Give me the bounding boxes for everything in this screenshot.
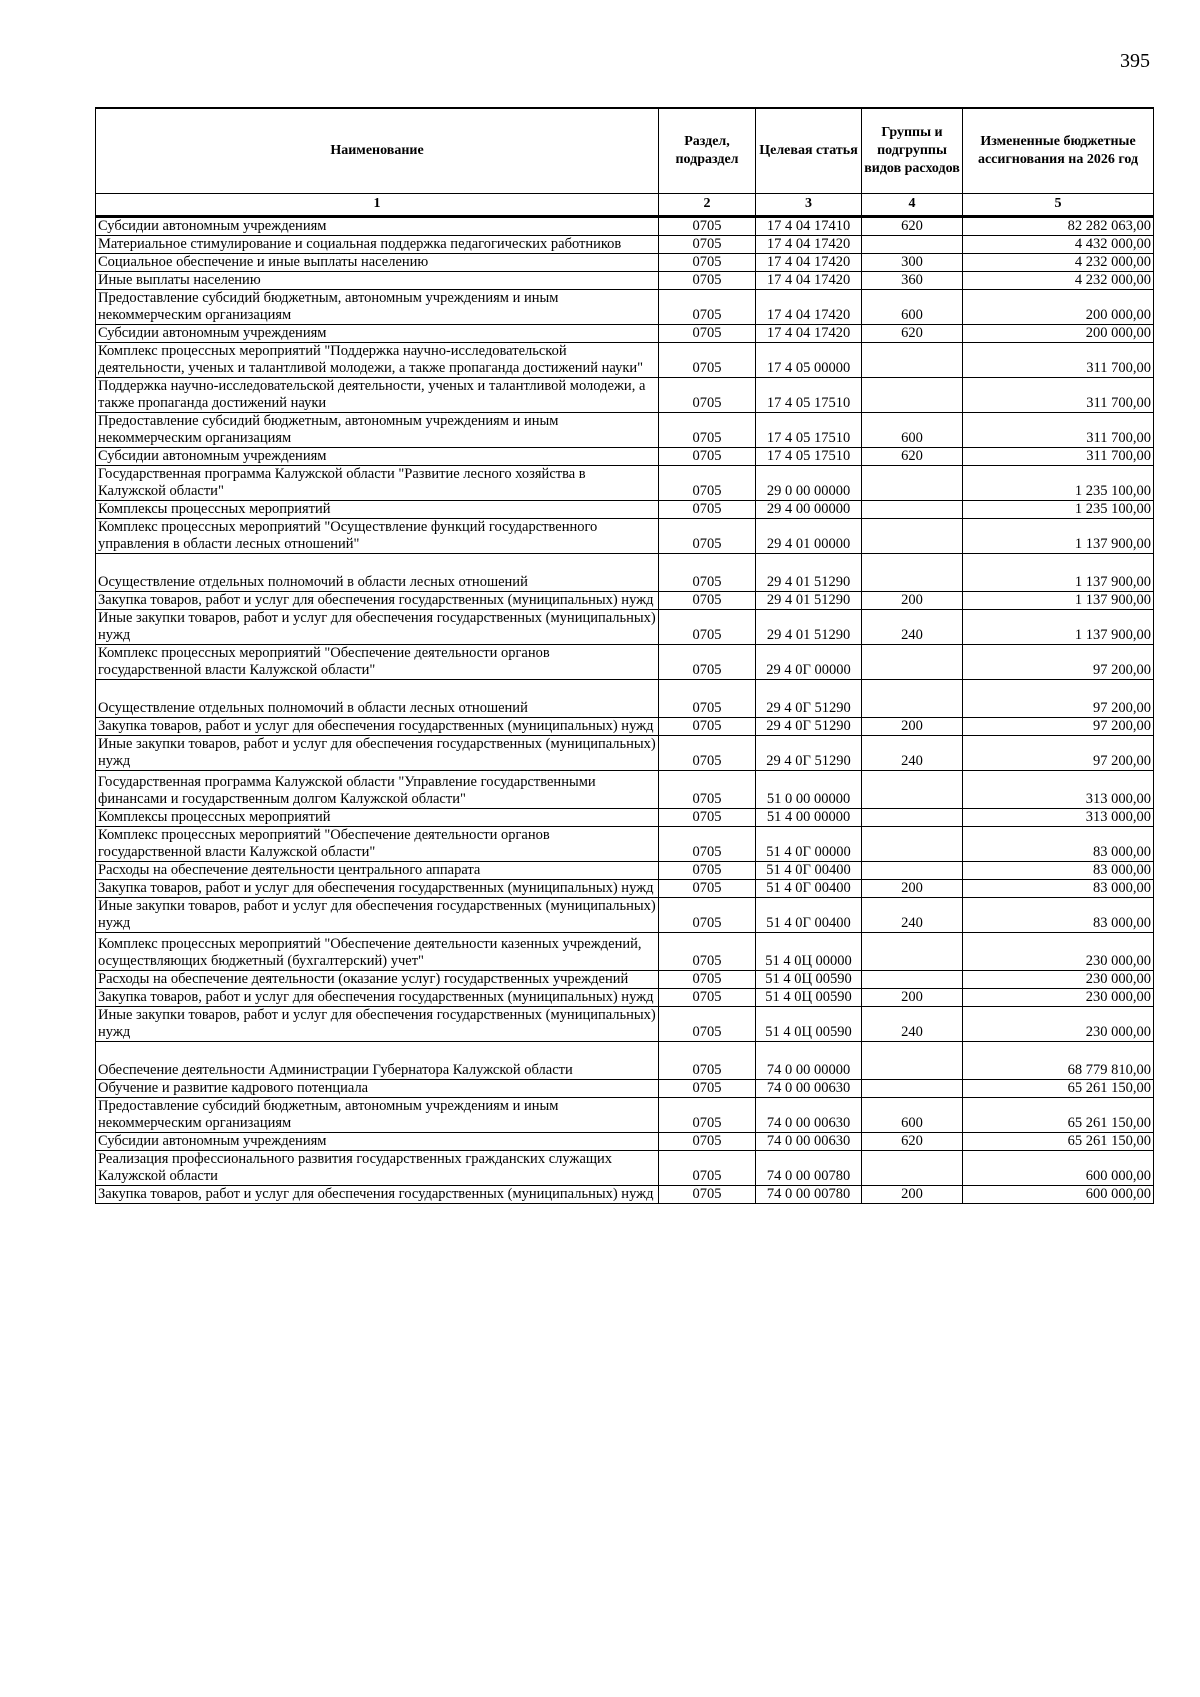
cell-amount: 83 000,00 — [963, 897, 1154, 932]
cell-name: Государственная программа Калужской области "Развитие лесного хозяйства в Калужской области" — [96, 465, 659, 500]
cell-target: 29 4 01 51290 — [756, 553, 862, 591]
cell-target: 51 4 0Г 00400 — [756, 861, 862, 879]
table-row — [96, 735, 1154, 770]
cell-name: Комплексы процессных мероприятий — [96, 808, 659, 826]
cell-section: 0705 — [659, 1097, 756, 1132]
table-row — [96, 1006, 1154, 1041]
cell-name: Осуществление отдельных полномочий в области лесных отношений — [96, 553, 659, 591]
cell-amount: 1 137 900,00 — [963, 518, 1154, 553]
cell-group: 600 — [862, 289, 963, 324]
table-header — [96, 108, 1154, 216]
cell-amount: 97 200,00 — [963, 679, 1154, 717]
cell-target: 17 4 04 17420 — [756, 253, 862, 271]
column-number: 2 — [659, 193, 756, 216]
cell-section: 0705 — [659, 1150, 756, 1185]
column-number: 4 — [862, 193, 963, 216]
cell-target: 29 4 0Г 51290 — [756, 735, 862, 770]
cell-name: Предоставление субсидий бюджетным, автономным учреждениям и иным некоммерческим организациям — [96, 1097, 659, 1132]
cell-amount: 65 261 150,00 — [963, 1097, 1154, 1132]
table-row — [96, 253, 1154, 271]
cell-amount: 1 137 900,00 — [963, 609, 1154, 644]
cell-group: 620 — [862, 447, 963, 465]
cell-name: Социальное обеспечение и иные выплаты населению — [96, 253, 659, 271]
cell-target: 51 4 00 00000 — [756, 808, 862, 826]
cell-amount: 311 700,00 — [963, 377, 1154, 412]
cell-name: Расходы на обеспечение деятельности (оказание услуг) государственных учреждений — [96, 970, 659, 988]
page-number: 395 — [1120, 50, 1150, 72]
cell-group — [862, 465, 963, 500]
cell-amount: 311 700,00 — [963, 342, 1154, 377]
cell-section: 0705 — [659, 644, 756, 679]
cell-amount: 200 000,00 — [963, 324, 1154, 342]
cell-group — [862, 808, 963, 826]
column-number: 5 — [963, 193, 1154, 216]
cell-name: Субсидии автономным учреждениям — [96, 1132, 659, 1150]
cell-group — [862, 770, 963, 808]
table-row — [96, 289, 1154, 324]
cell-section: 0705 — [659, 235, 756, 253]
table-row — [96, 465, 1154, 500]
cell-name: Комплекс процессных мероприятий "Обеспечение деятельности казенных учреждений, осуществляющих бюджетный (бухгалтерский) учет" — [96, 932, 659, 970]
cell-name: Предоставление субсидий бюджетным, автономным учреждениям и иным некоммерческим организациям — [96, 412, 659, 447]
cell-amount: 230 000,00 — [963, 970, 1154, 988]
cell-amount: 200 000,00 — [963, 289, 1154, 324]
cell-section: 0705 — [659, 1006, 756, 1041]
cell-group — [862, 644, 963, 679]
table-row — [96, 970, 1154, 988]
cell-name: Расходы на обеспечение деятельности центрального аппарата — [96, 861, 659, 879]
table-row — [96, 879, 1154, 897]
table-row — [96, 988, 1154, 1006]
cell-amount: 65 261 150,00 — [963, 1132, 1154, 1150]
cell-target: 74 0 00 00630 — [756, 1097, 862, 1132]
cell-name: Субсидии автономным учреждениям — [96, 447, 659, 465]
table-row — [96, 1132, 1154, 1150]
cell-group: 240 — [862, 1006, 963, 1041]
cell-target: 17 4 04 17420 — [756, 289, 862, 324]
cell-target: 17 4 05 17510 — [756, 447, 862, 465]
table-row — [96, 1150, 1154, 1185]
cell-name: Реализация профессионального развития государственных гражданских служащих Калужской области — [96, 1150, 659, 1185]
cell-section: 0705 — [659, 861, 756, 879]
cell-section: 0705 — [659, 770, 756, 808]
cell-section: 0705 — [659, 1132, 756, 1150]
cell-amount: 230 000,00 — [963, 932, 1154, 970]
cell-group — [862, 679, 963, 717]
column-number: 1 — [96, 193, 659, 216]
cell-group: 240 — [862, 735, 963, 770]
table-row — [96, 826, 1154, 861]
cell-section: 0705 — [659, 932, 756, 970]
cell-target: 74 0 00 00000 — [756, 1041, 862, 1079]
cell-amount: 83 000,00 — [963, 826, 1154, 861]
cell-name: Закупка товаров, работ и услуг для обеспечения государственных (муниципальных) нужд — [96, 717, 659, 735]
header-target: Целевая статья — [756, 108, 862, 193]
table-row — [96, 1041, 1154, 1079]
cell-name: Поддержка научно-исследовательской деятельности, ученых и талантливой молодежи, а также пропаганда достижений науки — [96, 377, 659, 412]
cell-group — [862, 861, 963, 879]
cell-group — [862, 1041, 963, 1079]
cell-target: 29 4 01 51290 — [756, 609, 862, 644]
table-row — [96, 808, 1154, 826]
cell-section: 0705 — [659, 412, 756, 447]
cell-target: 51 4 0Г 00400 — [756, 879, 862, 897]
cell-name: Комплексы процессных мероприятий — [96, 500, 659, 518]
cell-amount: 311 700,00 — [963, 447, 1154, 465]
cell-name: Материальное стимулирование и социальная поддержка педагогических работников — [96, 235, 659, 253]
cell-name: Комплекс процессных мероприятий "Поддержка научно-исследовательской деятельности, ученых и талантливой молодежи, а также пропаганда достижений науки" — [96, 342, 659, 377]
cell-target: 74 0 00 00780 — [756, 1185, 862, 1203]
cell-target: 29 4 0Г 51290 — [756, 717, 862, 735]
table-row — [96, 447, 1154, 465]
table-row — [96, 1185, 1154, 1203]
cell-amount: 65 261 150,00 — [963, 1079, 1154, 1097]
cell-group — [862, 342, 963, 377]
cell-group — [862, 1150, 963, 1185]
cell-section: 0705 — [659, 808, 756, 826]
cell-section: 0705 — [659, 324, 756, 342]
cell-section: 0705 — [659, 553, 756, 591]
cell-group: 300 — [862, 253, 963, 271]
cell-section: 0705 — [659, 591, 756, 609]
cell-section: 0705 — [659, 1079, 756, 1097]
cell-name: Закупка товаров, работ и услуг для обеспечения государственных (муниципальных) нужд — [96, 591, 659, 609]
table-row — [96, 1079, 1154, 1097]
cell-amount: 313 000,00 — [963, 808, 1154, 826]
cell-group — [862, 235, 963, 253]
cell-name: Иные закупки товаров, работ и услуг для обеспечения государственных (муниципальных) нужд — [96, 609, 659, 644]
cell-target: 74 0 00 00630 — [756, 1132, 862, 1150]
cell-group — [862, 1079, 963, 1097]
table-body — [96, 216, 1154, 1203]
cell-group: 240 — [862, 609, 963, 644]
cell-group: 200 — [862, 591, 963, 609]
cell-group: 600 — [862, 412, 963, 447]
cell-section: 0705 — [659, 826, 756, 861]
table-row — [96, 235, 1154, 253]
table-row — [96, 271, 1154, 289]
cell-amount: 83 000,00 — [963, 861, 1154, 879]
cell-name: Закупка товаров, работ и услуг для обеспечения государственных (муниципальных) нужд — [96, 1185, 659, 1203]
cell-amount: 1 235 100,00 — [963, 500, 1154, 518]
table-row — [96, 644, 1154, 679]
cell-target: 51 4 0Г 00400 — [756, 897, 862, 932]
cell-amount: 600 000,00 — [963, 1185, 1154, 1203]
cell-target: 29 4 0Г 51290 — [756, 679, 862, 717]
budget-table — [95, 107, 1154, 1204]
cell-target: 29 4 01 00000 — [756, 518, 862, 553]
cell-amount: 4 432 000,00 — [963, 235, 1154, 253]
cell-name: Комплекс процессных мероприятий "Обеспечение деятельности органов государственной власти Калужской области" — [96, 826, 659, 861]
cell-group — [862, 377, 963, 412]
cell-target: 17 4 04 17420 — [756, 271, 862, 289]
table-row — [96, 377, 1154, 412]
cell-target: 29 0 00 00000 — [756, 465, 862, 500]
cell-group: 200 — [862, 988, 963, 1006]
cell-section: 0705 — [659, 271, 756, 289]
cell-group — [862, 518, 963, 553]
cell-name: Закупка товаров, работ и услуг для обеспечения государственных (муниципальных) нужд — [96, 879, 659, 897]
cell-section: 0705 — [659, 879, 756, 897]
cell-amount: 230 000,00 — [963, 988, 1154, 1006]
cell-name: Иные закупки товаров, работ и услуг для обеспечения государственных (муниципальных) нужд — [96, 897, 659, 932]
cell-group: 620 — [862, 324, 963, 342]
table-row — [96, 932, 1154, 970]
cell-amount: 4 232 000,00 — [963, 253, 1154, 271]
table-row — [96, 897, 1154, 932]
cell-target: 51 4 0Ц 00590 — [756, 988, 862, 1006]
header-name: Наименование — [96, 108, 659, 193]
table-row — [96, 216, 1154, 235]
header-section: Раздел, подраздел — [659, 108, 756, 193]
table-row — [96, 591, 1154, 609]
table-row — [96, 861, 1154, 879]
cell-section: 0705 — [659, 897, 756, 932]
cell-amount: 4 232 000,00 — [963, 271, 1154, 289]
cell-section: 0705 — [659, 970, 756, 988]
cell-section: 0705 — [659, 518, 756, 553]
cell-name: Иные закупки товаров, работ и услуг для обеспечения государственных (муниципальных) нужд — [96, 1006, 659, 1041]
cell-amount: 83 000,00 — [963, 879, 1154, 897]
cell-name: Иные выплаты населению — [96, 271, 659, 289]
cell-section: 0705 — [659, 1041, 756, 1079]
cell-group: 620 — [862, 1132, 963, 1150]
cell-target: 51 4 0Г 00000 — [756, 826, 862, 861]
table-row — [96, 324, 1154, 342]
cell-name: Комплекс процессных мероприятий "Осуществление функций государственного управления в области лесных отношений" — [96, 518, 659, 553]
cell-target: 51 4 0Ц 00590 — [756, 1006, 862, 1041]
table-row — [96, 500, 1154, 518]
cell-name: Осуществление отдельных полномочий в области лесных отношений — [96, 679, 659, 717]
cell-section: 0705 — [659, 679, 756, 717]
cell-amount: 311 700,00 — [963, 412, 1154, 447]
table-row — [96, 679, 1154, 717]
cell-amount: 1 235 100,00 — [963, 465, 1154, 500]
header-group: Группы и подгруппы видов расходов — [862, 108, 963, 193]
cell-section: 0705 — [659, 377, 756, 412]
cell-amount: 97 200,00 — [963, 735, 1154, 770]
cell-section: 0705 — [659, 447, 756, 465]
cell-target: 17 4 05 00000 — [756, 342, 862, 377]
cell-target: 17 4 04 17420 — [756, 235, 862, 253]
cell-section: 0705 — [659, 289, 756, 324]
cell-group: 200 — [862, 1185, 963, 1203]
cell-section: 0705 — [659, 465, 756, 500]
table-row — [96, 412, 1154, 447]
cell-section: 0705 — [659, 1185, 756, 1203]
cell-group — [862, 826, 963, 861]
cell-name: Обучение и развитие кадрового потенциала — [96, 1079, 659, 1097]
cell-target: 51 4 0Ц 00000 — [756, 932, 862, 970]
cell-amount: 313 000,00 — [963, 770, 1154, 808]
cell-target: 51 4 0Ц 00590 — [756, 970, 862, 988]
cell-group — [862, 500, 963, 518]
table-row — [96, 553, 1154, 591]
cell-amount: 97 200,00 — [963, 717, 1154, 735]
cell-name: Комплекс процессных мероприятий "Обеспечение деятельности органов государственной власти Калужской области" — [96, 644, 659, 679]
cell-group — [862, 932, 963, 970]
cell-section: 0705 — [659, 253, 756, 271]
cell-group: 360 — [862, 271, 963, 289]
cell-group — [862, 970, 963, 988]
cell-target: 29 4 0Г 00000 — [756, 644, 862, 679]
cell-amount: 68 779 810,00 — [963, 1041, 1154, 1079]
cell-name: Предоставление субсидий бюджетным, автономным учреждениям и иным некоммерческим организациям — [96, 289, 659, 324]
cell-target: 17 4 05 17510 — [756, 412, 862, 447]
table-row — [96, 1097, 1154, 1132]
cell-group: 200 — [862, 717, 963, 735]
table-row — [96, 717, 1154, 735]
cell-group: 620 — [862, 216, 963, 235]
cell-amount: 1 137 900,00 — [963, 553, 1154, 591]
cell-target: 17 4 04 17410 — [756, 216, 862, 235]
cell-section: 0705 — [659, 216, 756, 235]
table-row — [96, 609, 1154, 644]
cell-group: 240 — [862, 897, 963, 932]
cell-name: Субсидии автономным учреждениям — [96, 324, 659, 342]
cell-name: Государственная программа Калужской области "Управление государственными финансами и государственным долгом Калужской области" — [96, 770, 659, 808]
cell-section: 0705 — [659, 735, 756, 770]
table-row — [96, 518, 1154, 553]
cell-group: 200 — [862, 879, 963, 897]
header-amount: Измененные бюджетные ассигнования на 2026 год — [963, 108, 1154, 193]
cell-section: 0705 — [659, 342, 756, 377]
cell-amount: 1 137 900,00 — [963, 591, 1154, 609]
cell-section: 0705 — [659, 609, 756, 644]
cell-name: Субсидии автономным учреждениям — [96, 216, 659, 235]
cell-amount: 97 200,00 — [963, 644, 1154, 679]
cell-group: 600 — [862, 1097, 963, 1132]
table-row — [96, 770, 1154, 808]
cell-target: 51 0 00 00000 — [756, 770, 862, 808]
cell-group — [862, 553, 963, 591]
cell-amount: 82 282 063,00 — [963, 216, 1154, 235]
cell-target: 74 0 00 00780 — [756, 1150, 862, 1185]
cell-section: 0705 — [659, 988, 756, 1006]
cell-name: Иные закупки товаров, работ и услуг для обеспечения государственных (муниципальных) нужд — [96, 735, 659, 770]
cell-name: Закупка товаров, работ и услуг для обеспечения государственных (муниципальных) нужд — [96, 988, 659, 1006]
cell-target: 29 4 01 51290 — [756, 591, 862, 609]
table-row — [96, 342, 1154, 377]
cell-target: 29 4 00 00000 — [756, 500, 862, 518]
cell-target: 17 4 05 17510 — [756, 377, 862, 412]
cell-name: Обеспечение деятельности Администрации Губернатора Калужской области — [96, 1041, 659, 1079]
cell-target: 17 4 04 17420 — [756, 324, 862, 342]
column-number: 3 — [756, 193, 862, 216]
cell-target: 74 0 00 00630 — [756, 1079, 862, 1097]
cell-section: 0705 — [659, 500, 756, 518]
cell-amount: 600 000,00 — [963, 1150, 1154, 1185]
cell-section: 0705 — [659, 717, 756, 735]
cell-amount: 230 000,00 — [963, 1006, 1154, 1041]
